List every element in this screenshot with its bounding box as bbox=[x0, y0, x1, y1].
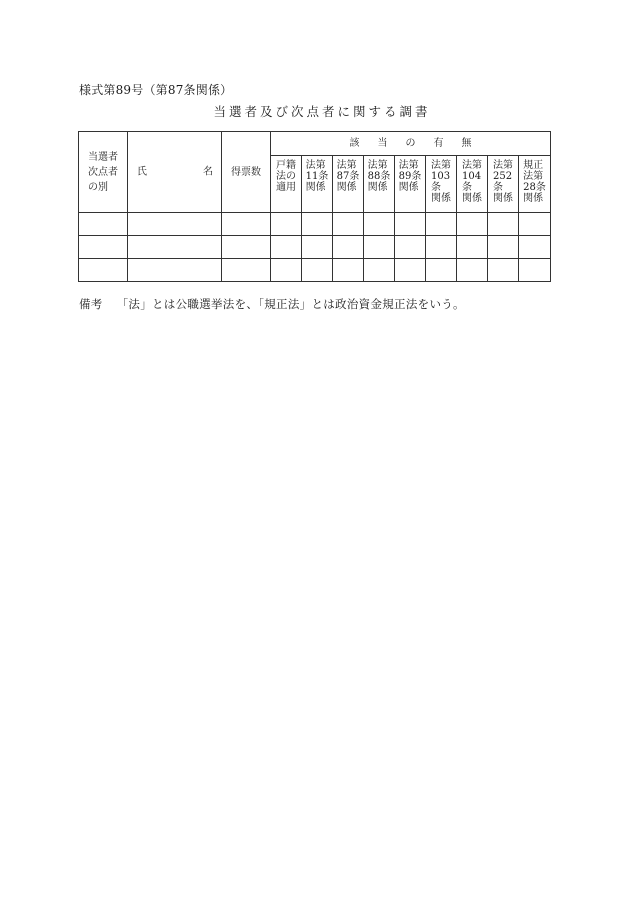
table-cell[interactable] bbox=[79, 259, 128, 282]
table-cell[interactable] bbox=[426, 259, 457, 282]
header-art-88: 法第 88条 関係 bbox=[364, 156, 395, 213]
table-cell[interactable] bbox=[364, 259, 395, 282]
table-cell[interactable] bbox=[457, 259, 488, 282]
header-art-89: 法第 89条 関係 bbox=[395, 156, 426, 213]
candidate-table bbox=[78, 131, 551, 282]
document-title: 当選者及び次点者に関する調書 bbox=[213, 104, 431, 119]
table-cell[interactable] bbox=[302, 259, 333, 282]
remarks-text: 「法」とは公職選挙法を、「規正法」とは政治資金規正法をいう。 bbox=[116, 297, 465, 311]
header-art-11: 法第 11条 関係 bbox=[302, 156, 333, 213]
header-applicability: 該当の有無 bbox=[271, 132, 551, 156]
table-cell[interactable] bbox=[488, 236, 519, 259]
header-family-register: 戸籍 法の 適用 bbox=[271, 156, 302, 213]
header-art-252: 法第 252 条 関係 bbox=[488, 156, 519, 213]
table-cell[interactable] bbox=[271, 259, 302, 282]
table-cell[interactable] bbox=[519, 236, 551, 259]
table-cell[interactable] bbox=[519, 259, 551, 282]
table-cell[interactable] bbox=[457, 213, 488, 236]
table-row bbox=[79, 259, 551, 282]
table-cell[interactable] bbox=[271, 213, 302, 236]
header-funds-art-28: 規正 法第 28条 関係 bbox=[519, 156, 551, 213]
form-number: 様式第89号（第87条関係） bbox=[79, 83, 233, 97]
header-name-right: 名 bbox=[203, 166, 213, 178]
header-name-left: 氏 bbox=[137, 166, 147, 178]
table-cell[interactable] bbox=[395, 213, 426, 236]
remarks bbox=[79, 296, 465, 312]
table-cell[interactable] bbox=[364, 213, 395, 236]
table-cell[interactable] bbox=[222, 213, 271, 236]
table-cell[interactable] bbox=[271, 236, 302, 259]
table-cell[interactable] bbox=[79, 213, 128, 236]
header-votes: 得票数 bbox=[222, 132, 271, 213]
table-cell[interactable] bbox=[222, 259, 271, 282]
table-cell[interactable] bbox=[222, 236, 271, 259]
table-cell[interactable] bbox=[395, 259, 426, 282]
table-cell[interactable] bbox=[364, 236, 395, 259]
table-cell[interactable] bbox=[302, 213, 333, 236]
table-row bbox=[79, 236, 551, 259]
table-cell[interactable] bbox=[488, 259, 519, 282]
table-cell[interactable] bbox=[488, 213, 519, 236]
table-cell[interactable] bbox=[128, 259, 222, 282]
table-cell[interactable] bbox=[79, 236, 128, 259]
header-row-1 bbox=[79, 132, 551, 156]
table-cell[interactable] bbox=[128, 236, 222, 259]
header-art-87: 法第 87条 関係 bbox=[333, 156, 364, 213]
table-row bbox=[79, 213, 551, 236]
table-cell[interactable] bbox=[457, 236, 488, 259]
table-cell[interactable] bbox=[333, 213, 364, 236]
remarks-label: 備考 bbox=[79, 297, 103, 311]
table-cell[interactable] bbox=[333, 236, 364, 259]
header-name bbox=[128, 132, 222, 213]
table-cell[interactable] bbox=[426, 213, 457, 236]
table-cell[interactable] bbox=[333, 259, 364, 282]
table-cell[interactable] bbox=[426, 236, 457, 259]
table-cell[interactable] bbox=[519, 213, 551, 236]
table-cell[interactable] bbox=[302, 236, 333, 259]
table-cell[interactable] bbox=[128, 213, 222, 236]
table-cell[interactable] bbox=[395, 236, 426, 259]
header-art-104: 法第 104 条 関係 bbox=[457, 156, 488, 213]
header-art-103: 法第 103 条 関係 bbox=[426, 156, 457, 213]
header-winner-runnerup: 当選者 次点者 の別 bbox=[79, 132, 128, 213]
